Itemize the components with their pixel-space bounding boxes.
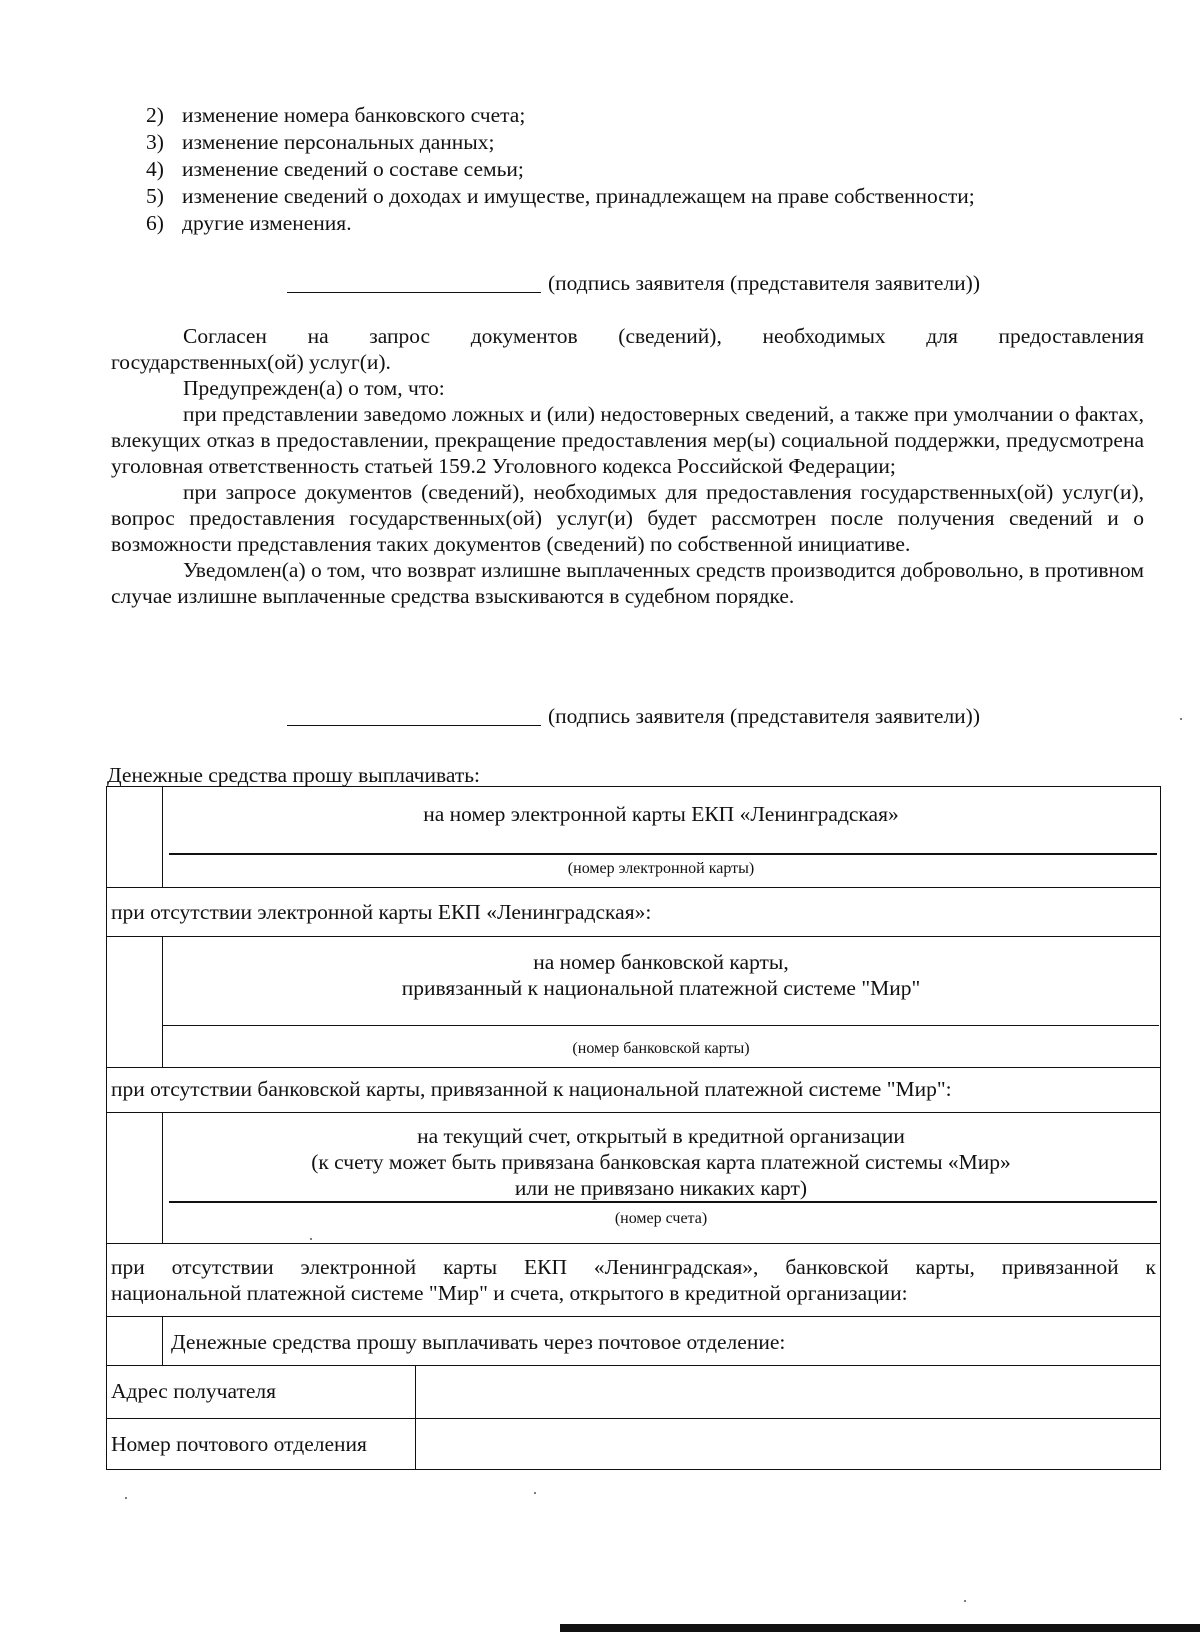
consent-paragraph: Согласен на запрос документов (сведений), необходимых для предоставления	[183, 324, 1144, 348]
account-label-3: или не привязано никаких карт)	[514, 1176, 808, 1200]
account-number-line[interactable]	[169, 1201, 1157, 1203]
bank-card-label-1: на номер банковской карты,	[533, 950, 789, 974]
post-option-row	[106, 1316, 1161, 1366]
signature-line[interactable]	[287, 725, 541, 726]
signature-block-1	[287, 270, 1087, 298]
payment-heading: Денежные средства прошу выплачивать:	[107, 763, 481, 787]
request-paragraph: при запросе документов (сведений), необходимых для предоставления государственных(ой) услуг(и), вопрос предоставления государственных(ой) услуг(и) будет рассмотрен после получения сведений и о возможности представления таких документов (сведений) по собственной инициативе.	[111, 480, 1144, 556]
no-account-label-1: при отсутствии электронной карты ЕКП «Ленинградская», банковской карты, привязанной к	[111, 1255, 1156, 1279]
signature-line[interactable]	[287, 292, 541, 293]
consent-paragraph-cont: государственных(ой) услуг(и).	[111, 350, 391, 374]
scan-speck	[534, 1492, 536, 1494]
address-field[interactable]	[415, 1366, 1160, 1418]
bank-card-row	[106, 936, 1161, 1068]
post-option-label: Денежные средства прошу выплачивать через почтовое отделение:	[171, 1330, 786, 1354]
list-item: 4) изменение сведений о составе семьи;	[146, 157, 524, 181]
ekp-option-row	[106, 786, 1161, 888]
post-office-field[interactable]	[415, 1419, 1160, 1469]
refund-paragraph: Уведомлен(а) о том, что возврат излишне выплаченных средств производится добровольно, в противном случае излишне выплаченные средства взыскиваются в судебном порядке.	[111, 558, 1144, 608]
address-label: Адрес получателя	[111, 1379, 277, 1403]
no-bank-card-row	[106, 1067, 1161, 1113]
list-item: 5) изменение сведений о доходах и имуществе, принадлежащем на праве собственности;	[146, 184, 975, 208]
account-label-2: (к счету может быть привязана банковская карта платежной системы «Мир»	[311, 1150, 1011, 1174]
bank-card-label-2: привязанный к национальной платежной системе "Мир"	[401, 976, 921, 1000]
address-row	[106, 1365, 1161, 1419]
payment-form	[106, 786, 1161, 1470]
no-ekp-row	[106, 887, 1161, 937]
post-office-row	[106, 1418, 1161, 1470]
ekp-checkbox[interactable]	[107, 787, 163, 887]
scan-speck	[310, 1238, 312, 1240]
list-item: 2) изменение номера банковского счета;	[146, 103, 526, 127]
signature-block-2	[287, 703, 1087, 731]
scan-speck	[1180, 718, 1182, 720]
no-ekp-label: при отсутствии электронной карты ЕКП «Ленинградская»:	[111, 900, 652, 924]
liability-paragraph: при представлении заведомо ложных и (или) недостоверных сведений, а также при умолчании о фактах, влекущих отказ в предоставлении, прекращение предоставления мер(ы) социальной поддержки, предусмотрена уголовная ответственность статьей 159.2 Уголовного кодекса Российской Федерации;	[111, 402, 1144, 478]
account-caption: (номер счета)	[614, 1210, 708, 1227]
list-item: 3) изменение персональных данных;	[146, 130, 495, 154]
scan-speck	[964, 1600, 966, 1602]
warning-heading: Предупрежден(а) о том, что:	[183, 376, 445, 400]
post-office-label: Номер почтового отделения	[111, 1432, 367, 1456]
scan-edge	[560, 1624, 1200, 1632]
account-label-1: на текущий счет, открытый в кредитной организации	[417, 1124, 905, 1148]
ekp-option-label: на номер электронной карты ЕКП «Ленинградская»	[423, 802, 899, 826]
no-bank-card-label: при отсутствии банковской карты, привязанной к национальной платежной системе "Мир":	[111, 1077, 952, 1101]
scan-speck	[125, 1497, 127, 1499]
statement-text	[111, 323, 1144, 609]
no-account-row	[106, 1243, 1161, 1317]
account-checkbox[interactable]	[107, 1113, 163, 1243]
ekp-caption: (номер электронной карты)	[567, 860, 755, 877]
bank-card-number-line[interactable]	[163, 1025, 1159, 1026]
changes-list	[146, 102, 1106, 237]
no-account-label-2: национальной платежной системе "Мир" и счета, открытого в кредитной организации:	[111, 1281, 908, 1305]
bank-card-caption: (номер банковской карты)	[572, 1040, 750, 1057]
list-item: 6) другие изменения.	[146, 211, 352, 235]
bank-card-checkbox[interactable]	[107, 937, 163, 1067]
signature-caption: (подпись заявителя (представителя заявители))	[548, 704, 981, 728]
signature-caption: (подпись заявителя (представителя заявители))	[548, 271, 981, 295]
account-row	[106, 1112, 1161, 1244]
ekp-number-line[interactable]	[169, 853, 1157, 855]
post-checkbox[interactable]	[107, 1317, 163, 1365]
